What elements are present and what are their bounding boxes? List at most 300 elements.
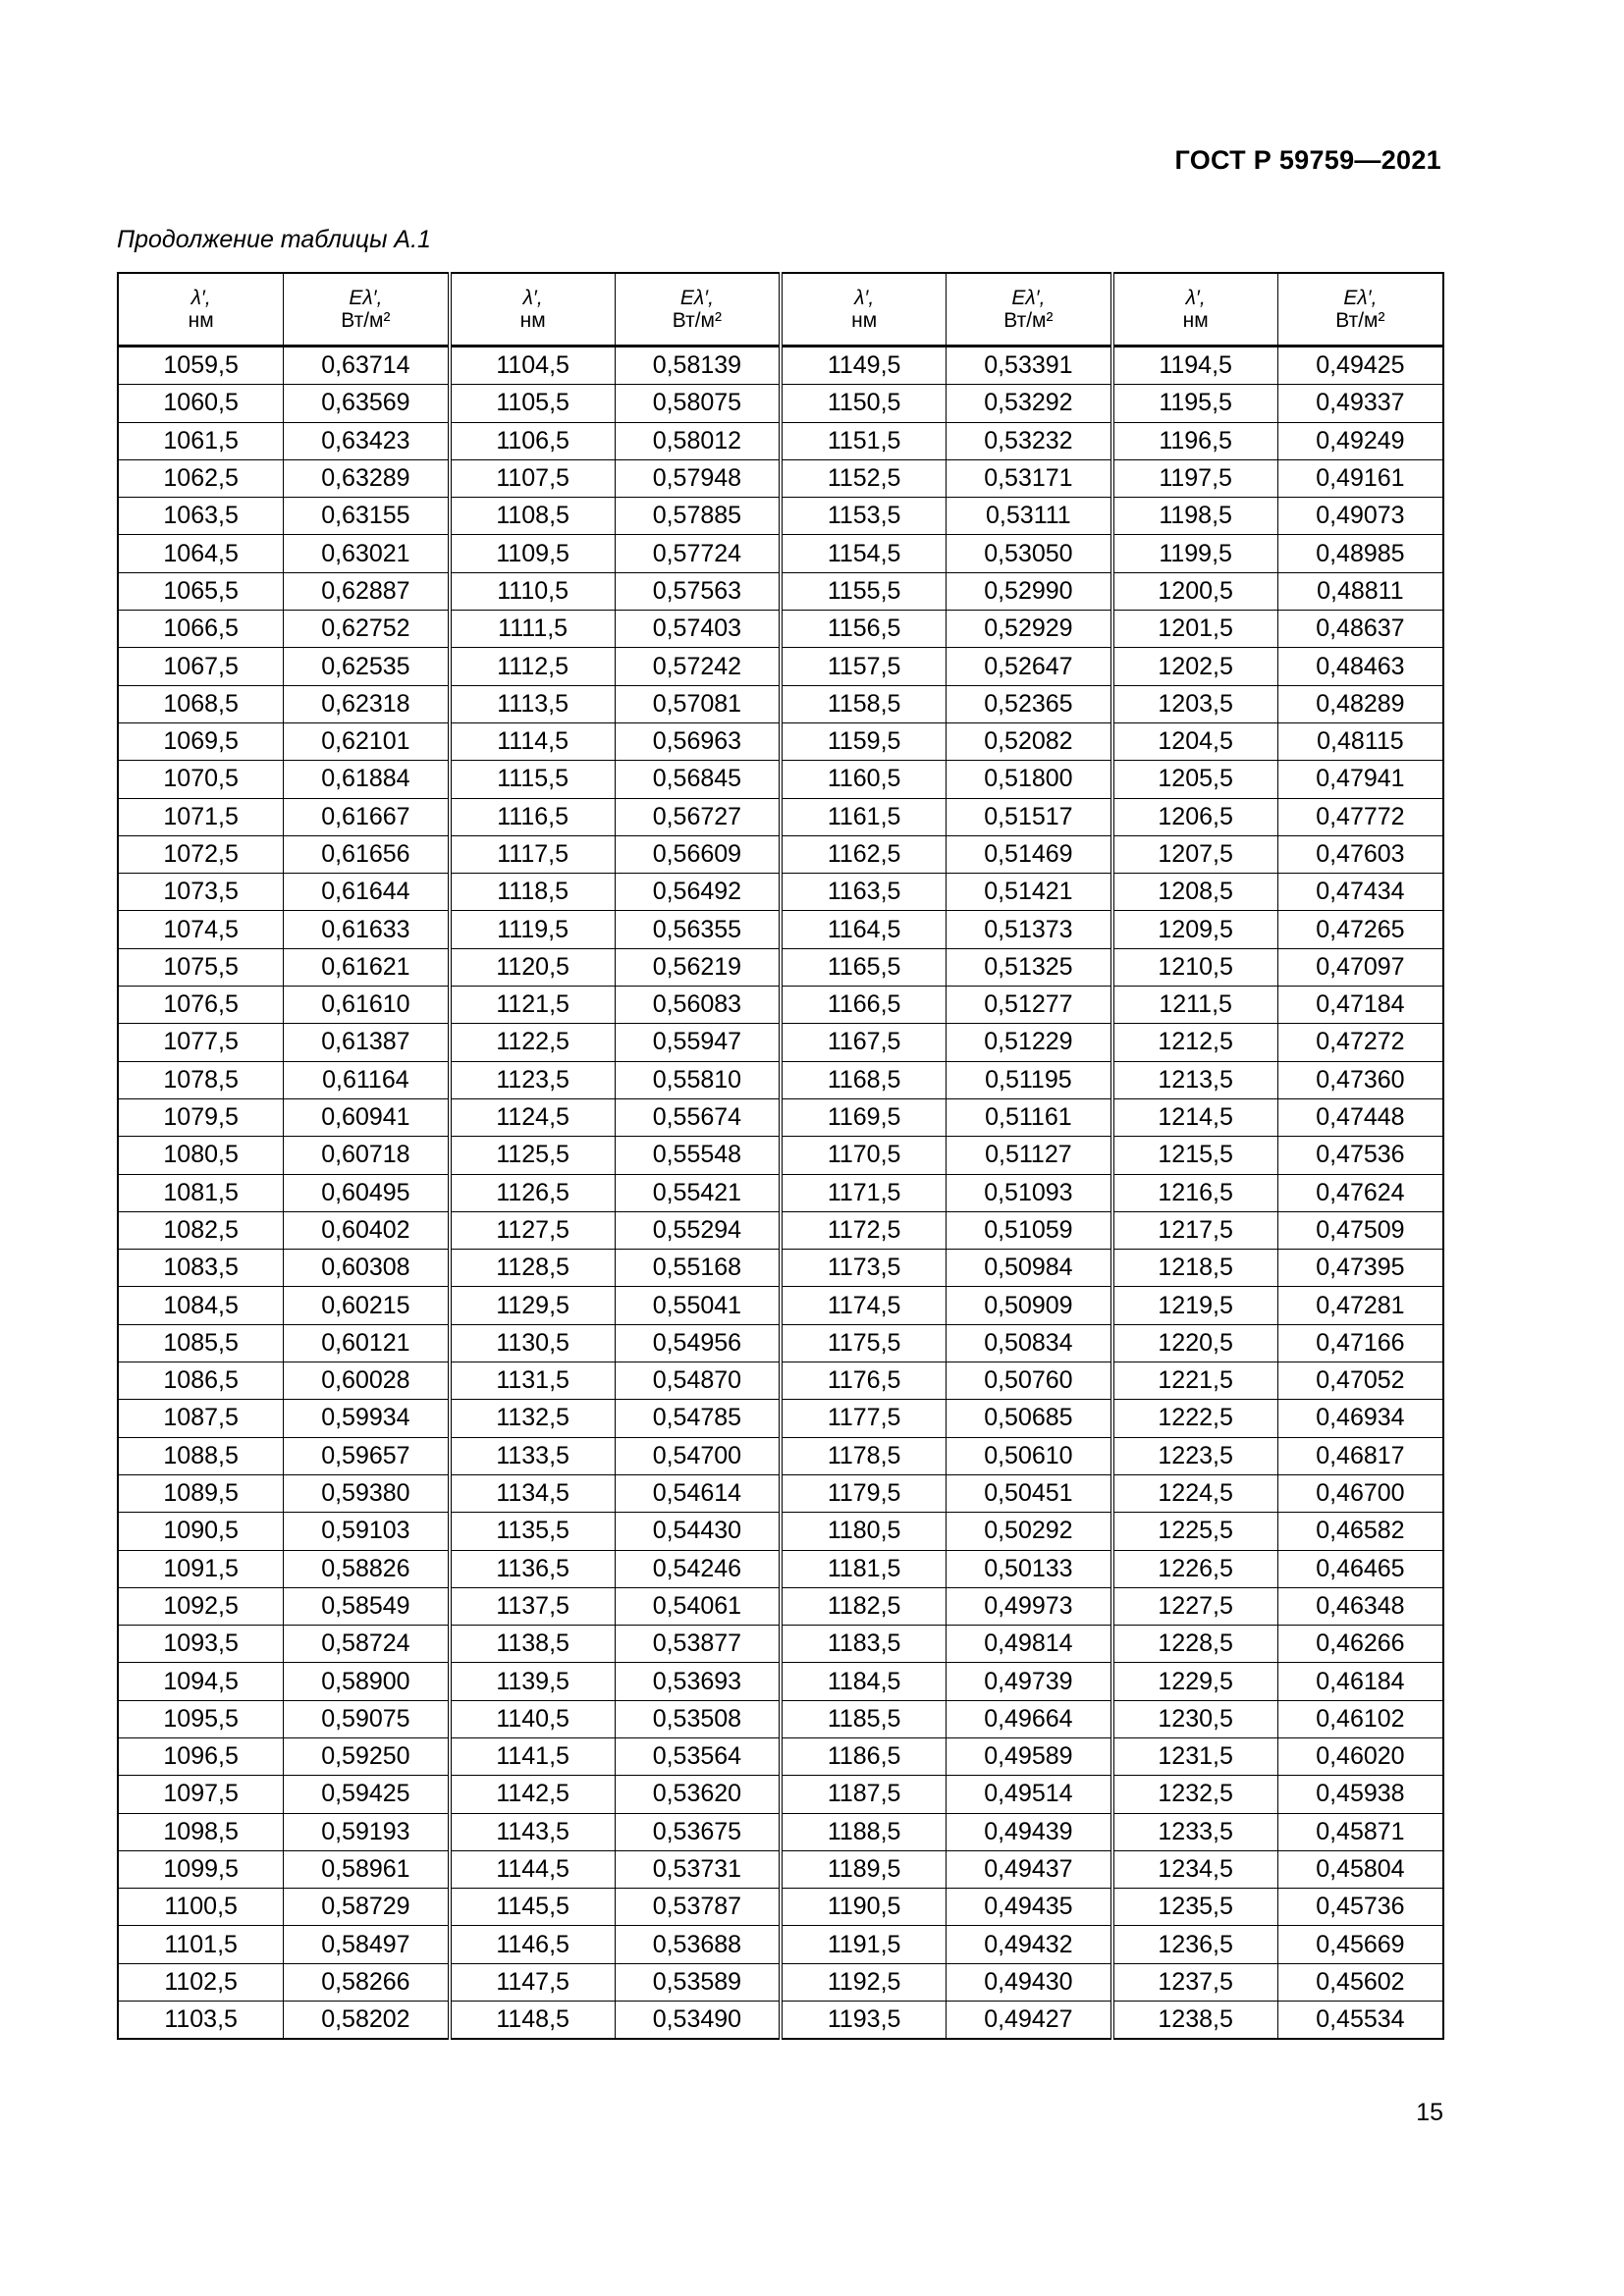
wavelength-cell: 1146,5 (450, 1926, 616, 1963)
irradiance-cell: 0,54870 (615, 1362, 781, 1400)
irradiance-cell: 0,51517 (947, 798, 1112, 835)
table-row (118, 572, 1443, 610)
wavelength-cell: 1108,5 (450, 498, 616, 535)
irradiance-cell: 0,46465 (1277, 1550, 1443, 1587)
wavelength-cell: 1205,5 (1112, 761, 1278, 798)
wavelength-cell: 1233,5 (1112, 1813, 1278, 1850)
irradiance-cell: 0,51229 (947, 1024, 1112, 1061)
wavelength-cell: 1171,5 (781, 1174, 947, 1211)
irradiance-cell: 0,47184 (1277, 987, 1443, 1024)
column-header (615, 273, 781, 347)
irradiance-cell: 0,60495 (284, 1174, 450, 1211)
wavelength-cell: 1225,5 (1112, 1513, 1278, 1550)
table-row (118, 1437, 1443, 1474)
irradiance-cell: 0,46700 (1277, 1474, 1443, 1512)
wavelength-cell: 1060,5 (118, 385, 284, 422)
irradiance-cell: 0,45669 (1277, 1926, 1443, 1963)
wavelength-cell: 1236,5 (1112, 1926, 1278, 1963)
wavelength-cell: 1112,5 (450, 648, 616, 685)
wavelength-cell: 1161,5 (781, 798, 947, 835)
irradiance-cell: 0,47395 (1277, 1250, 1443, 1287)
irradiance-cell: 0,51373 (947, 911, 1112, 948)
wavelength-cell: 1214,5 (1112, 1098, 1278, 1136)
irradiance-cell: 0,49439 (947, 1813, 1112, 1850)
irradiance-cell: 0,58497 (284, 1926, 450, 1963)
wavelength-cell: 1116,5 (450, 798, 616, 835)
wavelength-cell: 1237,5 (1112, 1963, 1278, 2001)
irradiance-cell: 0,49430 (947, 1963, 1112, 2001)
irradiance-cell: 0,51800 (947, 761, 1112, 798)
wavelength-cell: 1079,5 (118, 1098, 284, 1136)
irradiance-cell: 0,46582 (1277, 1513, 1443, 1550)
wavelength-cell: 1098,5 (118, 1813, 284, 1850)
wavelength-cell: 1147,5 (450, 1963, 616, 2001)
irradiance-cell: 0,48289 (1277, 685, 1443, 722)
irradiance-cell: 0,53589 (615, 1963, 781, 2001)
table-row (118, 1362, 1443, 1400)
wavelength-cell: 1064,5 (118, 535, 284, 572)
irradiance-cell: 0,49514 (947, 1776, 1112, 1813)
wavelength-cell: 1088,5 (118, 1437, 284, 1474)
wavelength-cell: 1074,5 (118, 911, 284, 948)
wavelength-cell: 1119,5 (450, 911, 616, 948)
table-row (118, 1513, 1443, 1550)
irradiance-cell: 0,49739 (947, 1663, 1112, 1700)
wavelength-cell: 1093,5 (118, 1626, 284, 1663)
irradiance-cell: 0,60941 (284, 1098, 450, 1136)
irradiance-cell: 0,53508 (615, 1700, 781, 1737)
irradiance-cell: 0,59193 (284, 1813, 450, 1850)
irradiance-cell: 0,63289 (284, 459, 450, 497)
wavelength-cell: 1238,5 (1112, 2002, 1278, 2040)
table-row (118, 798, 1443, 835)
table-header (118, 273, 1443, 347)
wavelength-cell: 1179,5 (781, 1474, 947, 1512)
table-row (118, 1400, 1443, 1437)
wavelength-cell: 1159,5 (781, 722, 947, 760)
wavelength-cell: 1230,5 (1112, 1700, 1278, 1737)
wavelength-cell: 1066,5 (118, 611, 284, 648)
irradiance-cell: 0,45534 (1277, 2002, 1443, 2040)
wavelength-cell: 1199,5 (1112, 535, 1278, 572)
irradiance-cell: 0,60402 (284, 1211, 450, 1249)
wavelength-cell: 1141,5 (450, 1737, 616, 1775)
column-header (1112, 273, 1278, 347)
table-row (118, 1926, 1443, 1963)
table-row (118, 685, 1443, 722)
wavelength-cell: 1143,5 (450, 1813, 616, 1850)
table-row (118, 1737, 1443, 1775)
wavelength-cell: 1207,5 (1112, 835, 1278, 873)
irradiance-cell: 0,49437 (947, 1850, 1112, 1888)
wavelength-cell: 1068,5 (118, 685, 284, 722)
irradiance-cell: 0,48637 (1277, 611, 1443, 648)
wavelength-cell: 1125,5 (450, 1137, 616, 1174)
table-row (118, 987, 1443, 1024)
wavelength-cell: 1221,5 (1112, 1362, 1278, 1400)
irradiance-cell: 0,53171 (947, 459, 1112, 497)
wavelength-cell: 1201,5 (1112, 611, 1278, 648)
irradiance-cell: 0,49161 (1277, 459, 1443, 497)
irradiance-cell: 0,46266 (1277, 1626, 1443, 1663)
column-header-symbol: λ′, (1185, 286, 1206, 309)
irradiance-cell: 0,50133 (947, 1550, 1112, 1587)
irradiance-cell: 0,48985 (1277, 535, 1443, 572)
irradiance-cell: 0,58900 (284, 1663, 450, 1700)
wavelength-cell: 1183,5 (781, 1626, 947, 1663)
irradiance-cell: 0,58826 (284, 1550, 450, 1587)
table-row (118, 1098, 1443, 1136)
irradiance-cell: 0,49814 (947, 1626, 1112, 1663)
column-header-unit: Вт/м² (341, 309, 391, 332)
wavelength-cell: 1073,5 (118, 874, 284, 911)
wavelength-cell: 1140,5 (450, 1700, 616, 1737)
wavelength-cell: 1148,5 (450, 2002, 616, 2040)
irradiance-cell: 0,51059 (947, 1211, 1112, 1249)
irradiance-cell: 0,56083 (615, 987, 781, 1024)
wavelength-cell: 1211,5 (1112, 987, 1278, 1024)
irradiance-cell: 0,51277 (947, 987, 1112, 1024)
wavelength-cell: 1101,5 (118, 1926, 284, 1963)
irradiance-cell: 0,48463 (1277, 648, 1443, 685)
irradiance-cell: 0,47772 (1277, 798, 1443, 835)
irradiance-cell: 0,63714 (284, 347, 450, 385)
irradiance-cell: 0,47097 (1277, 948, 1443, 986)
irradiance-cell: 0,55168 (615, 1250, 781, 1287)
irradiance-cell: 0,57242 (615, 648, 781, 685)
wavelength-cell: 1203,5 (1112, 685, 1278, 722)
wavelength-cell: 1155,5 (781, 572, 947, 610)
irradiance-cell: 0,50685 (947, 1400, 1112, 1437)
irradiance-cell: 0,53050 (947, 535, 1112, 572)
irradiance-cell: 0,61656 (284, 835, 450, 873)
wavelength-cell: 1231,5 (1112, 1737, 1278, 1775)
irradiance-cell: 0,48811 (1277, 572, 1443, 610)
wavelength-cell: 1234,5 (1112, 1850, 1278, 1888)
wavelength-cell: 1228,5 (1112, 1626, 1278, 1663)
irradiance-cell: 0,50760 (947, 1362, 1112, 1400)
wavelength-cell: 1096,5 (118, 1737, 284, 1775)
irradiance-cell: 0,47166 (1277, 1324, 1443, 1362)
wavelength-cell: 1090,5 (118, 1513, 284, 1550)
wavelength-cell: 1181,5 (781, 1550, 947, 1587)
column-header-symbol: Eλ′, (1011, 286, 1046, 309)
irradiance-cell: 0,56219 (615, 948, 781, 986)
wavelength-cell: 1226,5 (1112, 1550, 1278, 1587)
wavelength-cell: 1186,5 (781, 1737, 947, 1775)
irradiance-cell: 0,47272 (1277, 1024, 1443, 1061)
wavelength-cell: 1067,5 (118, 648, 284, 685)
wavelength-cell: 1195,5 (1112, 385, 1278, 422)
irradiance-cell: 0,45804 (1277, 1850, 1443, 1888)
wavelength-cell: 1149,5 (781, 347, 947, 385)
wavelength-cell: 1117,5 (450, 835, 616, 873)
wavelength-cell: 1173,5 (781, 1250, 947, 1287)
wavelength-cell: 1194,5 (1112, 347, 1278, 385)
wavelength-cell: 1133,5 (450, 1437, 616, 1474)
wavelength-cell: 1216,5 (1112, 1174, 1278, 1211)
irradiance-cell: 0,53731 (615, 1850, 781, 1888)
table-row (118, 611, 1443, 648)
irradiance-cell: 0,59250 (284, 1737, 450, 1775)
irradiance-cell: 0,60028 (284, 1362, 450, 1400)
irradiance-cell: 0,49435 (947, 1889, 1112, 1926)
wavelength-cell: 1095,5 (118, 1700, 284, 1737)
irradiance-cell: 0,54430 (615, 1513, 781, 1550)
wavelength-cell: 1137,5 (450, 1587, 616, 1625)
wavelength-cell: 1128,5 (450, 1250, 616, 1287)
wavelength-cell: 1169,5 (781, 1098, 947, 1136)
wavelength-cell: 1184,5 (781, 1663, 947, 1700)
irradiance-cell: 0,47052 (1277, 1362, 1443, 1400)
wavelength-cell: 1081,5 (118, 1174, 284, 1211)
irradiance-cell: 0,50292 (947, 1513, 1112, 1550)
irradiance-cell: 0,47360 (1277, 1061, 1443, 1098)
irradiance-cell: 0,52647 (947, 648, 1112, 685)
wavelength-cell: 1165,5 (781, 948, 947, 986)
irradiance-cell: 0,49337 (1277, 385, 1443, 422)
irradiance-cell: 0,46020 (1277, 1737, 1443, 1775)
irradiance-cell: 0,58139 (615, 347, 781, 385)
wavelength-cell: 1204,5 (1112, 722, 1278, 760)
wavelength-cell: 1118,5 (450, 874, 616, 911)
table-row (118, 1061, 1443, 1098)
irradiance-cell: 0,45602 (1277, 1963, 1443, 2001)
irradiance-cell: 0,58549 (284, 1587, 450, 1625)
document-code: ГОСТ Р 59759—2021 (1174, 145, 1441, 175)
wavelength-cell: 1126,5 (450, 1174, 616, 1211)
irradiance-cell: 0,51093 (947, 1174, 1112, 1211)
irradiance-cell: 0,55294 (615, 1211, 781, 1249)
irradiance-cell: 0,47603 (1277, 835, 1443, 873)
wavelength-cell: 1142,5 (450, 1776, 616, 1813)
wavelength-cell: 1218,5 (1112, 1250, 1278, 1287)
column-header-unit: нм (851, 309, 878, 332)
wavelength-cell: 1157,5 (781, 648, 947, 685)
wavelength-cell: 1192,5 (781, 1963, 947, 2001)
table-row (118, 422, 1443, 459)
wavelength-cell: 1223,5 (1112, 1437, 1278, 1474)
irradiance-cell: 0,47434 (1277, 874, 1443, 911)
wavelength-cell: 1196,5 (1112, 422, 1278, 459)
column-header-symbol: Eλ′, (1343, 286, 1378, 309)
wavelength-cell: 1065,5 (118, 572, 284, 610)
wavelength-cell: 1084,5 (118, 1287, 284, 1324)
wavelength-cell: 1087,5 (118, 1400, 284, 1437)
irradiance-cell: 0,61621 (284, 948, 450, 986)
irradiance-cell: 0,46817 (1277, 1437, 1443, 1474)
irradiance-cell: 0,49249 (1277, 422, 1443, 459)
wavelength-cell: 1104,5 (450, 347, 616, 385)
wavelength-cell: 1160,5 (781, 761, 947, 798)
table-row (118, 911, 1443, 948)
table-row (118, 1626, 1443, 1663)
wavelength-cell: 1069,5 (118, 722, 284, 760)
irradiance-cell: 0,52929 (947, 611, 1112, 648)
irradiance-cell: 0,51469 (947, 835, 1112, 873)
irradiance-cell: 0,45736 (1277, 1889, 1443, 1926)
irradiance-cell: 0,53564 (615, 1737, 781, 1775)
irradiance-cell: 0,58729 (284, 1889, 450, 1926)
wavelength-cell: 1103,5 (118, 2002, 284, 2040)
wavelength-cell: 1220,5 (1112, 1324, 1278, 1362)
irradiance-cell: 0,59103 (284, 1513, 450, 1550)
irradiance-cell: 0,53111 (947, 498, 1112, 535)
table-row (118, 761, 1443, 798)
wavelength-cell: 1094,5 (118, 1663, 284, 1700)
table-row (118, 1550, 1443, 1587)
wavelength-cell: 1077,5 (118, 1024, 284, 1061)
table-row (118, 1024, 1443, 1061)
irradiance-cell: 0,61667 (284, 798, 450, 835)
wavelength-cell: 1070,5 (118, 761, 284, 798)
irradiance-cell: 0,61644 (284, 874, 450, 911)
column-header (947, 273, 1112, 347)
irradiance-cell: 0,60718 (284, 1137, 450, 1174)
wavelength-cell: 1078,5 (118, 1061, 284, 1098)
irradiance-cell: 0,58266 (284, 1963, 450, 2001)
irradiance-cell: 0,57403 (615, 611, 781, 648)
wavelength-cell: 1122,5 (450, 1024, 616, 1061)
irradiance-cell: 0,56727 (615, 798, 781, 835)
wavelength-cell: 1145,5 (450, 1889, 616, 1926)
table-header-row (118, 273, 1443, 347)
irradiance-cell: 0,56609 (615, 835, 781, 873)
wavelength-cell: 1158,5 (781, 685, 947, 722)
irradiance-cell: 0,62535 (284, 648, 450, 685)
wavelength-cell: 1232,5 (1112, 1776, 1278, 1813)
irradiance-cell: 0,57724 (615, 535, 781, 572)
column-header (781, 273, 947, 347)
irradiance-cell: 0,53787 (615, 1889, 781, 1926)
wavelength-cell: 1191,5 (781, 1926, 947, 1963)
column-header-unit: нм (1182, 309, 1209, 332)
irradiance-cell: 0,59075 (284, 1700, 450, 1737)
irradiance-cell: 0,62318 (284, 685, 450, 722)
column-header-unit: Вт/м² (1003, 309, 1054, 332)
wavelength-cell: 1062,5 (118, 459, 284, 497)
irradiance-cell: 0,58012 (615, 422, 781, 459)
irradiance-cell: 0,53877 (615, 1626, 781, 1663)
wavelength-cell: 1123,5 (450, 1061, 616, 1098)
wavelength-cell: 1139,5 (450, 1663, 616, 1700)
column-header-symbol: Eλ′, (349, 286, 383, 309)
wavelength-cell: 1105,5 (450, 385, 616, 422)
table-row (118, 459, 1443, 497)
irradiance-cell: 0,55947 (615, 1024, 781, 1061)
table-row (118, 1137, 1443, 1174)
column-header-unit: Вт/м² (1335, 309, 1385, 332)
wavelength-cell: 1124,5 (450, 1098, 616, 1136)
wavelength-cell: 1215,5 (1112, 1137, 1278, 1174)
irradiance-cell: 0,61164 (284, 1061, 450, 1098)
wavelength-cell: 1063,5 (118, 498, 284, 535)
table-row (118, 1813, 1443, 1850)
wavelength-cell: 1172,5 (781, 1211, 947, 1249)
table-row (118, 1776, 1443, 1813)
wavelength-cell: 1193,5 (781, 2002, 947, 2040)
irradiance-cell: 0,45871 (1277, 1813, 1443, 1850)
irradiance-cell: 0,58724 (284, 1626, 450, 1663)
irradiance-cell: 0,55810 (615, 1061, 781, 1098)
irradiance-cell: 0,57081 (615, 685, 781, 722)
irradiance-cell: 0,62101 (284, 722, 450, 760)
wavelength-cell: 1144,5 (450, 1850, 616, 1888)
wavelength-cell: 1202,5 (1112, 648, 1278, 685)
irradiance-cell: 0,61387 (284, 1024, 450, 1061)
wavelength-cell: 1152,5 (781, 459, 947, 497)
wavelength-cell: 1099,5 (118, 1850, 284, 1888)
wavelength-cell: 1150,5 (781, 385, 947, 422)
wavelength-cell: 1132,5 (450, 1400, 616, 1437)
wavelength-cell: 1156,5 (781, 611, 947, 648)
column-header-unit: нм (519, 309, 546, 332)
table-row (118, 2002, 1443, 2040)
wavelength-cell: 1107,5 (450, 459, 616, 497)
wavelength-cell: 1187,5 (781, 1776, 947, 1813)
irradiance-cell: 0,50834 (947, 1324, 1112, 1362)
irradiance-cell: 0,53675 (615, 1813, 781, 1850)
wavelength-cell: 1208,5 (1112, 874, 1278, 911)
irradiance-cell: 0,60308 (284, 1250, 450, 1287)
irradiance-cell: 0,47265 (1277, 911, 1443, 948)
irradiance-cell: 0,60121 (284, 1324, 450, 1362)
irradiance-cell: 0,45938 (1277, 1776, 1443, 1813)
irradiance-cell: 0,51127 (947, 1137, 1112, 1174)
wavelength-cell: 1120,5 (450, 948, 616, 986)
table-row (118, 1250, 1443, 1287)
table-row (118, 948, 1443, 986)
column-header-unit: Вт/м² (672, 309, 722, 332)
table-row (118, 1963, 1443, 2001)
irradiance-cell: 0,49664 (947, 1700, 1112, 1737)
wavelength-cell: 1154,5 (781, 535, 947, 572)
irradiance-cell: 0,46934 (1277, 1400, 1443, 1437)
irradiance-cell: 0,47448 (1277, 1098, 1443, 1136)
irradiance-cell: 0,49973 (947, 1587, 1112, 1625)
wavelength-cell: 1198,5 (1112, 498, 1278, 535)
wavelength-cell: 1180,5 (781, 1513, 947, 1550)
wavelength-cell: 1166,5 (781, 987, 947, 1024)
wavelength-cell: 1136,5 (450, 1550, 616, 1587)
irradiance-cell: 0,48115 (1277, 722, 1443, 760)
wavelength-cell: 1210,5 (1112, 948, 1278, 986)
irradiance-cell: 0,47624 (1277, 1174, 1443, 1211)
wavelength-cell: 1080,5 (118, 1137, 284, 1174)
wavelength-cell: 1217,5 (1112, 1211, 1278, 1249)
column-header (1277, 273, 1443, 347)
wavelength-cell: 1197,5 (1112, 459, 1278, 497)
table-row (118, 498, 1443, 535)
wavelength-cell: 1102,5 (118, 1963, 284, 2001)
irradiance-cell: 0,53391 (947, 347, 1112, 385)
column-header-symbol: Eλ′, (679, 286, 714, 309)
table-row (118, 835, 1443, 873)
table-row (118, 347, 1443, 385)
wavelength-cell: 1188,5 (781, 1813, 947, 1850)
table-row (118, 385, 1443, 422)
irradiance-cell: 0,57885 (615, 498, 781, 535)
irradiance-cell: 0,59380 (284, 1474, 450, 1512)
wavelength-cell: 1130,5 (450, 1324, 616, 1362)
irradiance-cell: 0,61610 (284, 987, 450, 1024)
column-header-symbol: λ′, (190, 286, 211, 309)
table-row (118, 1474, 1443, 1512)
irradiance-cell: 0,51161 (947, 1098, 1112, 1136)
irradiance-cell: 0,50984 (947, 1250, 1112, 1287)
wavelength-cell: 1071,5 (118, 798, 284, 835)
column-header (450, 273, 616, 347)
